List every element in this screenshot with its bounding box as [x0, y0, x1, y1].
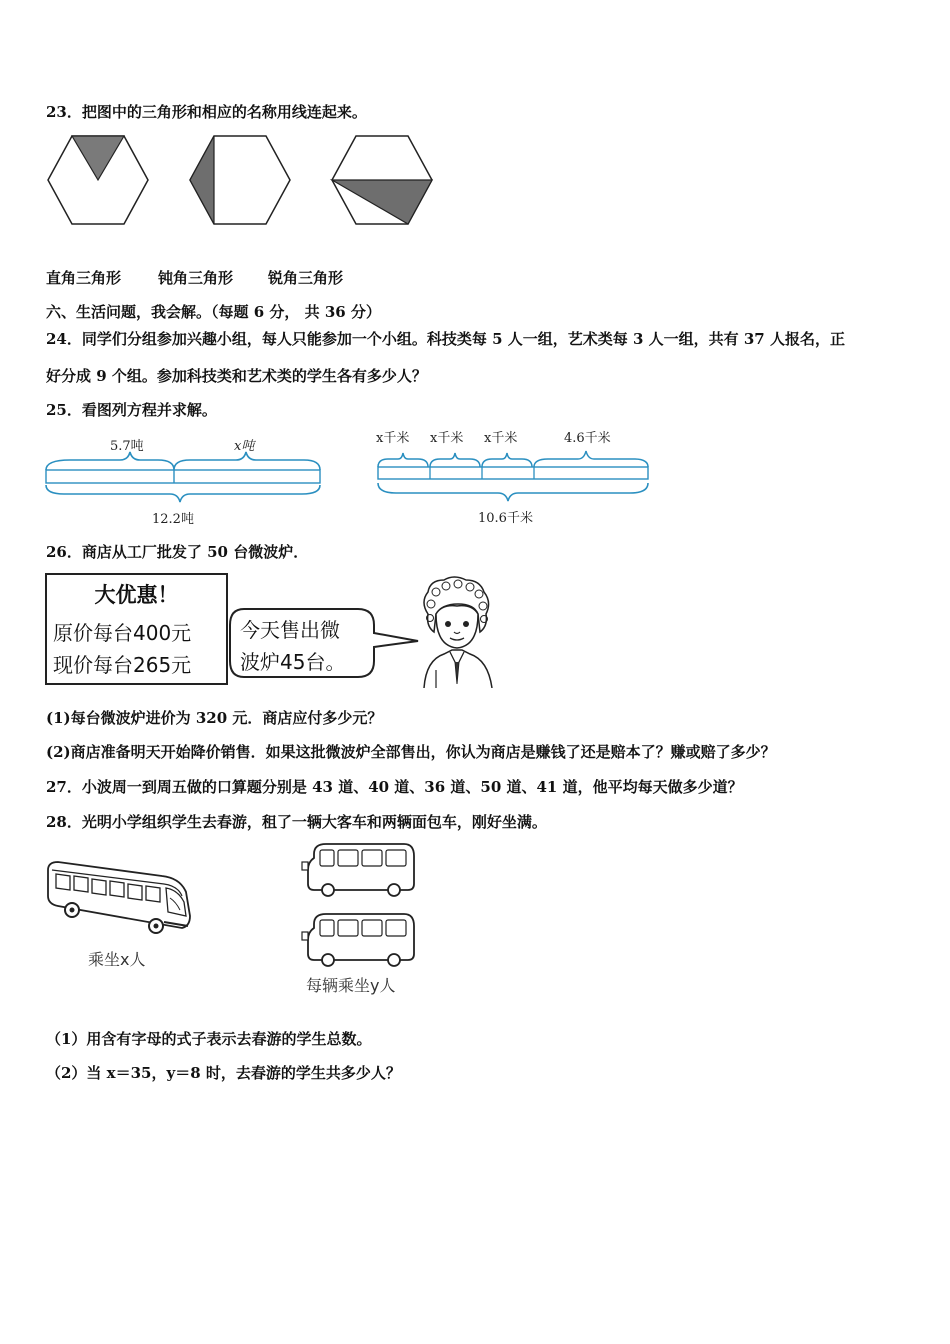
d1-bar — [46, 470, 320, 483]
hexagon-3 — [332, 136, 432, 224]
hexagon-1 — [48, 136, 148, 224]
hexagon-figures — [40, 128, 440, 228]
sign-current-price: 现价每台265元 — [53, 653, 192, 677]
segment-diagram-1 — [40, 430, 330, 530]
q26-sub1: (1)每台微波炉进价为 320 元．商店应付多少元？ — [46, 709, 383, 727]
bus-label: 乘坐x人 — [88, 950, 146, 969]
d2-brace-3 — [482, 453, 532, 467]
q28-sub1: （1）用含有字母的式子表示去春游的学生总数。 — [46, 1030, 372, 1048]
q24-line2: 好分成 9 个组。参加科技类和艺术类的学生各有多少人？ — [46, 367, 427, 385]
d2-label-x3: x千米 — [484, 431, 518, 446]
d2-brace-2 — [430, 453, 480, 467]
discount-sign — [45, 573, 228, 685]
van-label: 每辆乘坐y人 — [306, 976, 396, 995]
label-obtuse-triangle: 钝角三角形 — [158, 269, 234, 287]
d2-brace-bottom — [378, 483, 648, 501]
q27-text: 27．小波周一到周五做的口算题分别是 43 道、40 道、36 道、50 道、41 道，他平均每天做多少道？ — [46, 778, 743, 796]
sign-original-price: 原价每台400元 — [53, 621, 192, 645]
vans-illustration — [300, 840, 420, 980]
d2-brace-1 — [378, 453, 428, 467]
label-acute-triangle: 锐角三角形 — [268, 269, 344, 287]
q26-sub2: (2)商店准备明天开始降价销售．如果这批微波炉全部售出，你认为商店是赚钱了还是赔本了？赚或赔了多少？ — [46, 743, 776, 761]
bubble-line1: 今天售出微 — [240, 618, 340, 642]
q23-text: 23．把图中的三角形和相应的名称用线连起来。 — [46, 103, 367, 121]
van-2 — [302, 914, 414, 966]
big-bus-illustration — [44, 856, 194, 946]
d2-brace-4 — [534, 451, 648, 467]
q26-text: 26．商店从工厂批发了 50 台微波炉． — [46, 543, 309, 561]
d2-label-x2: x千米 — [430, 431, 464, 446]
van-1 — [302, 844, 414, 896]
section-6-heading: 六、生活问题，我会解。（每题 6 分， 共 36 分） — [46, 303, 381, 321]
face — [436, 606, 478, 648]
d2-label-46: 4.6千米 — [564, 431, 611, 446]
q28-sub2: （2）当 x＝35，y＝8 时，去春游的学生共多少人？ — [46, 1064, 401, 1082]
q24-line1: 24．同学们分组参加兴趣小组，每人只能参加一个小组。科技类每 5 人一组，艺术类每 3 人一组，共有 37 人报名，正 — [46, 330, 845, 348]
d2-label-x1: x千米 — [376, 431, 410, 446]
d1-top-right-label: x吨 — [234, 439, 255, 454]
sign-title: 大优惠！ — [94, 583, 179, 607]
label-right-triangle: 直角三角形 — [46, 269, 122, 287]
d1-brace-left — [46, 452, 174, 470]
d1-bottom-label: 12.2吨 — [152, 512, 194, 527]
d2-bottom-label: 10.6千米 — [478, 511, 533, 526]
bubble-line2: 波炉45台。 — [240, 650, 346, 674]
q25-text: 25．看图列方程并求解。 — [46, 401, 217, 419]
d2-bar — [378, 467, 648, 479]
shopkeeper-illustration — [414, 574, 499, 688]
d1-brace-bottom — [46, 485, 320, 502]
segment-diagram-2 — [372, 425, 657, 530]
hexagon-2 — [190, 136, 290, 224]
d1-top-left-label: 5.7吨 — [110, 439, 144, 454]
d1-brace-right — [174, 452, 320, 470]
q28-text: 28．光明小学组织学生去春游，租了一辆大客车和两辆面包车，刚好坐满。 — [46, 813, 547, 831]
